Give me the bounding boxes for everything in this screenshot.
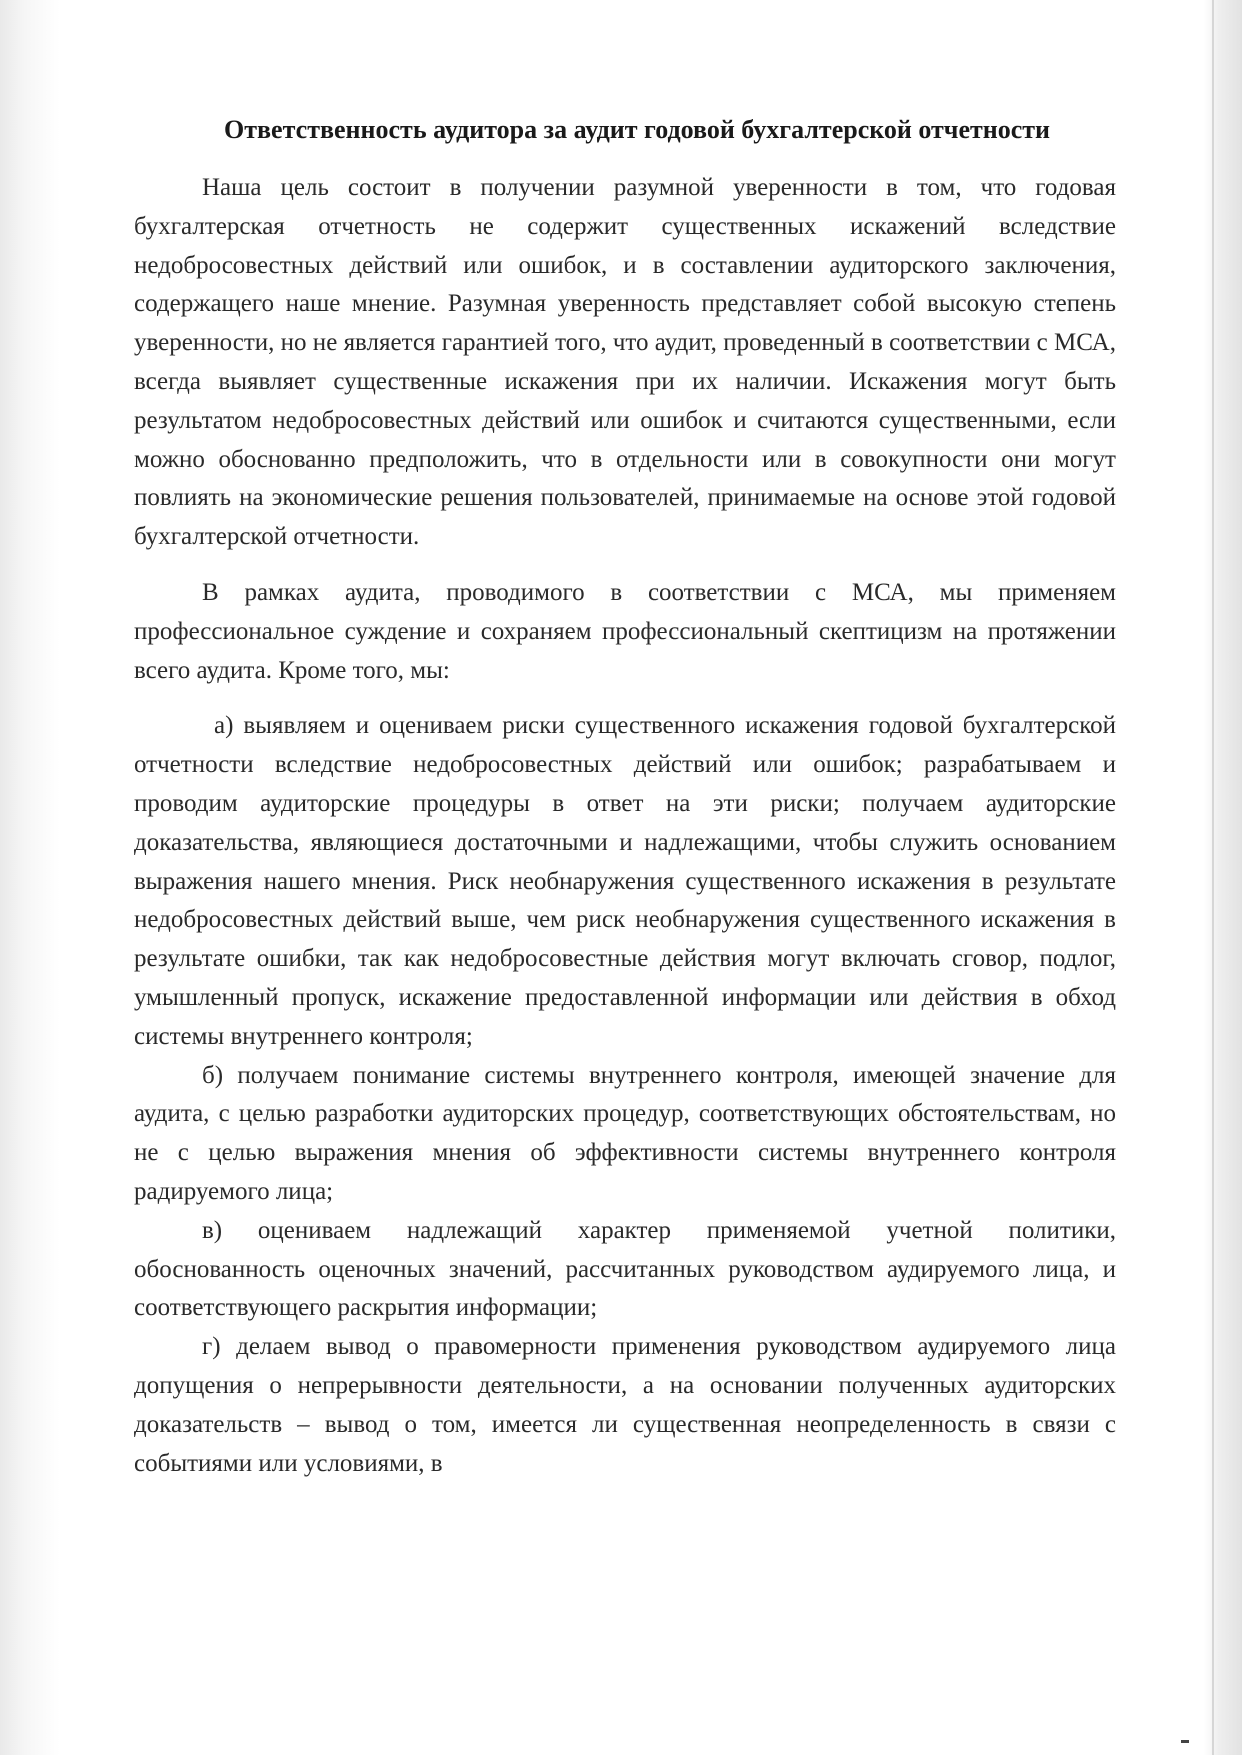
list-item-v: в) оцениваем надлежащий характер применяемой учетной политики, обоснованность оценочных значений, рассчитанных руководством аудируемого лица, и соответствующего раскрытия информации; bbox=[134, 1216, 1116, 1322]
list-item-b: б) получаем понимание системы внутреннего контроля, имеющей значение для аудита, с целью разработки аудиторских процедур, соответствующих обстоятельствам, но не с целью выражения мнения об эффективности системы внутреннего контроля радируемого лица; bbox=[134, 1061, 1116, 1205]
paragraph-audit-scope: В рамках аудита, проводимого в соответствии с МСА, мы применяем профессиональное суждение и сохраняем профессиональный скептицизм на протяжении всего аудита. Кроме того, мы: bbox=[134, 578, 1116, 684]
list-item-g: г) делаем вывод о правомерности применения руководством аудируемого лица допущения о непрерывности деятельности, а на основании полученных аудиторских доказательств – вывод о том, имеется ли существенная неопределенность в связи с событиями или условиями, в bbox=[134, 1333, 1116, 1477]
section-title: Ответственность аудитора за аудит годовой бухгалтерской отчетности bbox=[224, 115, 1051, 144]
paragraph-audit-goal: Наша цель состоит в получении разумной уверенности в том, что годовая бухгалтерская отчетность не содержит существенных искажений вследствие недобросовестных действий или ошибок, и в составлении аудиторского заключения, содержащего наше мнение. Разумная уверенность представляет собой высокую степень уверенности, но не является гарантией того, что аудит, проведенный в соответствии с МСА, всегда выявляет существенные искажения при их наличии. Искажения могут быть результатом недобросовестных действий или ошибок и считаются существенными, если можно обоснованно предположить, что в отдельности или в совокупности они могут повлиять на экономические решения пользователей, принимаемые на основе этой годовой бухгалтерской отчетности. bbox=[134, 174, 1116, 551]
list-item-a: а) выявляем и оцениваем риски существенного искажения годовой бухгалтерской отчетности вследствие недобросовестных действий или ошибок; разрабатываем и проводим аудиторские процедуры в ответ на эти риски; получаем аудиторские доказательства, являющиеся достаточными и надлежащими, чтобы служить основанием выражения нашего мнения. Риск необнаружения существенного искажения в результате недобросовестных действий выше, чем риск необнаружения существенного искажения в результате ошибки, так как недобросовестные действия могут включать сговор, подлог, умышленный пропуск, искажение предоставленной информации или действия в обход системы внутреннего контроля; bbox=[134, 712, 1116, 1050]
scan-shadow-left bbox=[0, 0, 60, 1755]
document-page bbox=[134, 112, 1116, 1483]
scan-edge-line bbox=[1212, 0, 1214, 1755]
scan-mark bbox=[1181, 1740, 1189, 1743]
scan-shadow-right bbox=[1204, 0, 1242, 1755]
